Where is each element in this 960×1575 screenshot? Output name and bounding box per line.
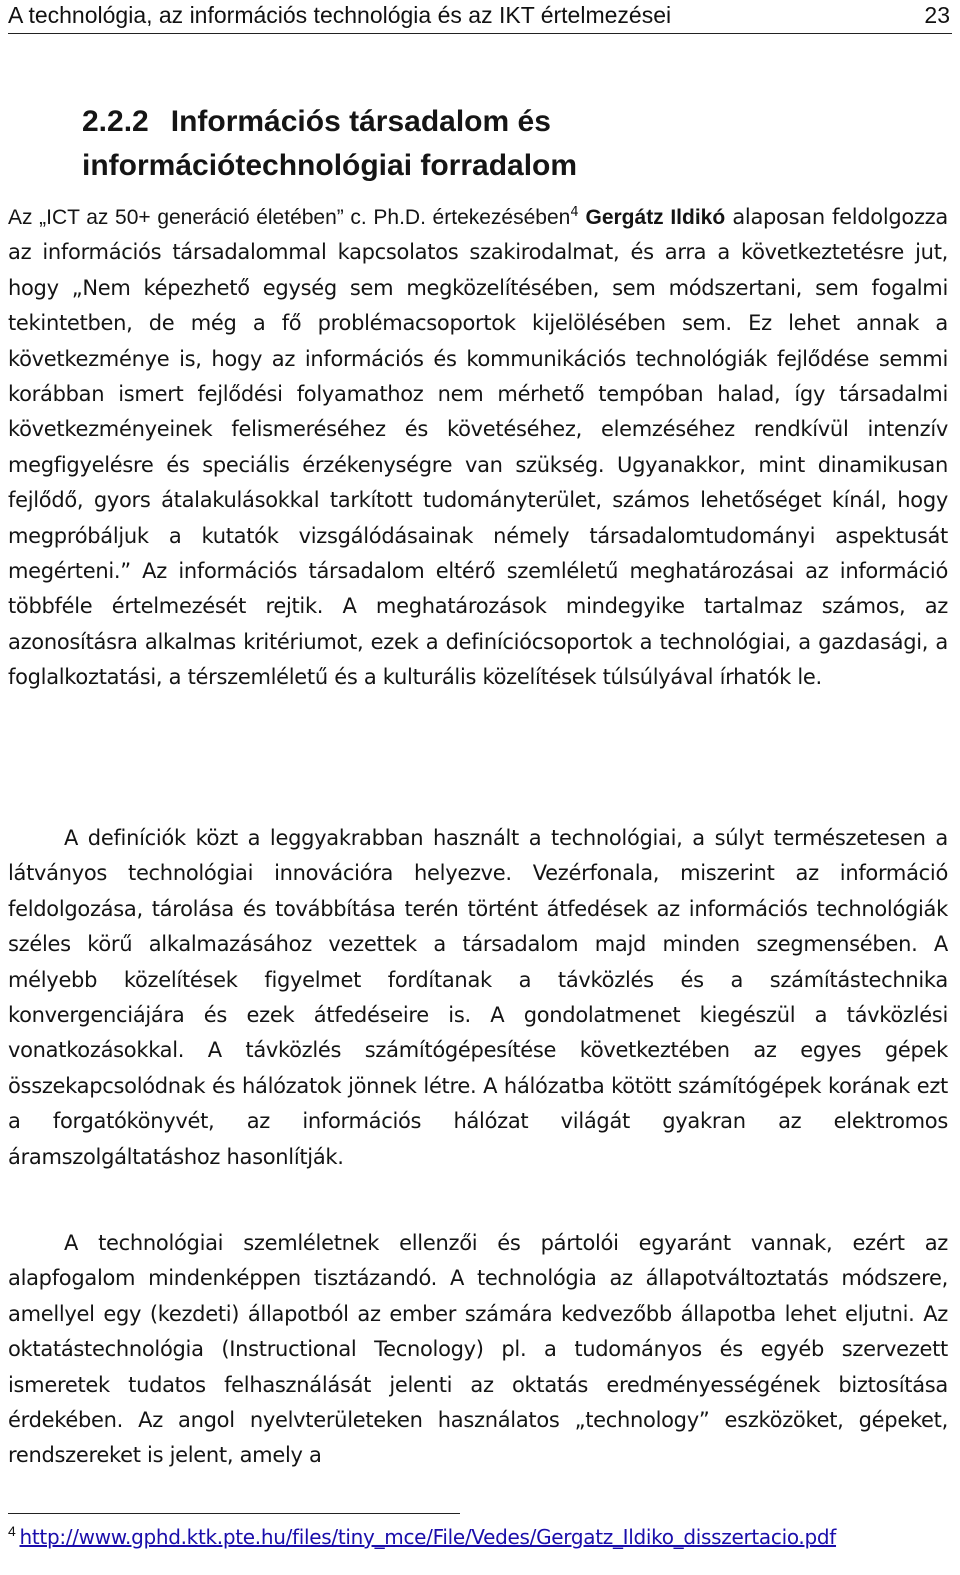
footnote-reference[interactable]: 4	[570, 205, 579, 220]
paragraph-1	[8, 200, 948, 696]
paragraph-1-text: alaposan feldolgozza az információs társadalommal kapcsolatos szakirodalmat, és arra a következtetésre jut, hogy „Nem képezhető egység sem megközelítésében, sem módszertani, sem fogalmi tekintetben, de még a fő problémacsoportok kijelölésében sem. Ez lehet annak a következménye is, hogy az információs és kommunikációs technológiák fejlődése semmi korábban ismert fejlődési folyamathoz nem mérhető tempóban halad, így társadalmi következményeinek felismeréséhez és követéséhez, elemzéséhez rendkívül intenzív megfigyelésre és speciális érzékenységre van szükség. Ugyanakkor, mint dinamikusan fejlődő, gyors átalakulásokkal tarkított tudományterület, számos lehetőséget kínál, hogy megpróbáljuk a kutatók vizsgálódásainak némely társadalomtudományi aspektusát megérteni.” Az információs társadalom eltérő szemléletű meghatározásai az információ többféle értelmezését rejtik. A meghatározások mindegyike tartalmaz számos, az azonosításra alkalmas kritériumot, ezek a definíciócsoportok a technológiai, a gazdasági, a foglalkoztatási, a térszemléletű és a kulturális közelítések túlsúlyával írhatók le.	[8, 205, 948, 690]
section-heading	[82, 100, 902, 188]
paragraph-1-lead: Az „ICT az 50+ generáció életében” c. Ph.D. értekezésében	[8, 206, 571, 229]
running-header	[8, 0, 952, 34]
footnote	[8, 1522, 948, 1552]
section-title-line2: információtechnológiai forradalom	[82, 149, 578, 182]
page-number: 23	[924, 2, 950, 28]
author-name: Gergátz Ildikó	[585, 206, 726, 229]
paragraph-3: A technológiai szemléletnek ellenzői és pártolói egyaránt vannak, ezért az alapfogalom mindenképpen tisztázandó. A technológia az állapotváltoztatás módszere, amellyel egy (kezdeti) állapotból az ember számára kedvezőbb állapotba lehet eljutni. Az oktatástechnológia (Instructional Tecnology) pl. a tudományos és egyéb szervezett ismeretek tudatos felhasználását jelenti az oktatás eredményességének biztosítása érdekében. Az angol nyelvterületeken használatos „technology” eszközöket, gépeket, rendszereket is jelent, amely a	[8, 1231, 948, 1468]
footnote-separator	[8, 1513, 460, 1514]
footnote-mark: 4	[8, 1523, 16, 1540]
footnote-link[interactable]: http://www.gphd.ktk.pte.hu/files/tiny_mce/File/Vedes/Gergatz_Ildiko_disszertacio.pdf	[19, 1525, 837, 1549]
section-title-line1: Információs társadalom és	[170, 105, 551, 138]
running-title: A technológia, az információs technológia és az IKT értelmezései	[8, 2, 672, 28]
paragraph-2: A definíciók közt a leggyakrabban használt a technológiai, a súlyt természetesen a látványos technológiai innovációra helyezve. Vezérfonala, miszerint az információ feldolgozása, tárolása és továbbítása terén történt átfedések az információs technológiák széles körű alkalmazásához vezettek a társadalom majd minden szegmensében. A mélyebb közelítések figyelmet fordítanak a távközlés és a számítástechnika konvergenciájára és ezek átfedéseire is. A gondolatmenet kiegészül a távközlési vonatkozásokkal. A távközlés számítógépesítése következtében az egyes gépek összekapcsolódnak és hálózatok jönnek létre. A hálózatba kötött számítógépek korának ezt a forgatókönyvét, az információs hálózat világát gyakran az elektromos áramszolgáltatáshoz hasonlítják.	[8, 826, 948, 1169]
section-number: 2.2.2	[82, 105, 149, 138]
section-heading-line1	[82, 100, 902, 144]
